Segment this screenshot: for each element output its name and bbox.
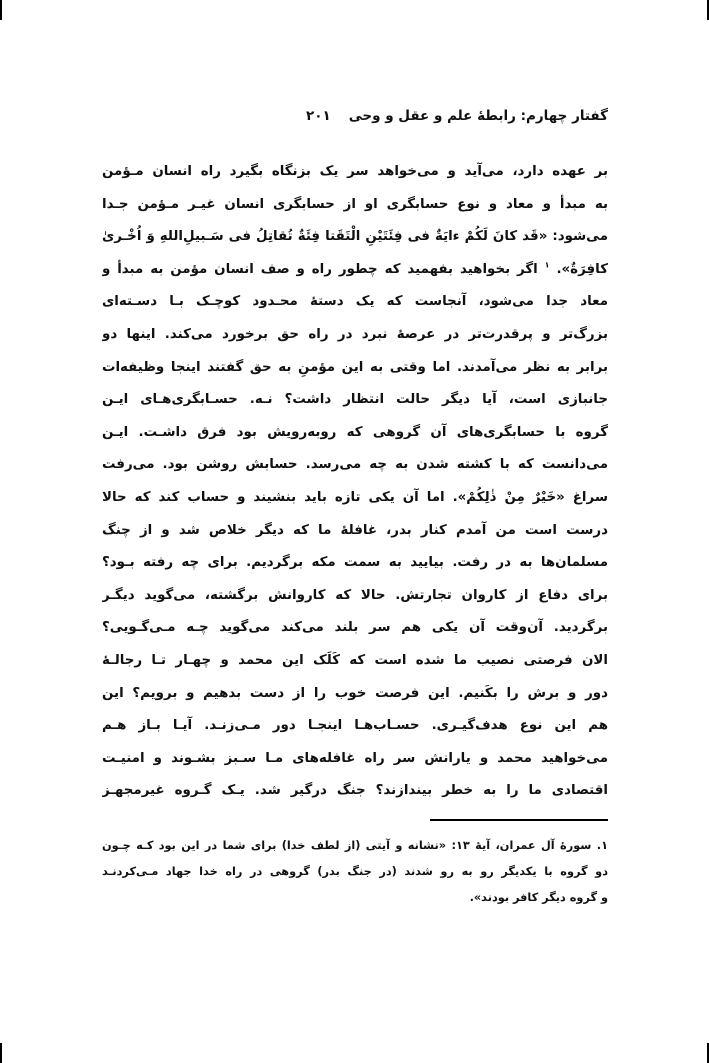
book-page [102, 108, 608, 904]
text-line: درست است من آمدم کنار بدر، غافلهٔ ما که دیگر خلاص شد و از چنگ [102, 522, 608, 538]
text-line: برای دفاع از کاروان تجارتش. حالا که کاروانش برگشته، می‌گوید دیگـر [102, 587, 608, 603]
text-line: الان فرصتی نصیب ما شده است که کَلَک این محمد و چهـار تـا رجالـهٔ [102, 652, 608, 668]
text-line: سراغ «خَیْرٌ مِنْ ذٰلِکُمْ». اما آن یکی تازه باید بنشیند و حساب کند که حالا [102, 489, 608, 505]
text-line: بر عهده دارد، می‌آید و می‌خواهد سر یک بزنگاه بگیرد راه انسان مـؤمن [102, 164, 608, 179]
text-line: می‌شود: «قَد کانَ لَکُمْ ءایَةٌ فی فِئَتَیْنِ الْتَقَتا فِئَةٌ تُقاتِلُ فی سَـبیلِ‌اللهِ وَ اُخْـریٰ [102, 229, 608, 245]
footnote-line: و گروه دیگر کافر بودند». [469, 891, 608, 904]
text-line: می‌خواهید محمد و یارانش سر راه غافله‌های مـا سـبز بشـوند و امنیـت [102, 750, 608, 766]
footnote-line: دو گروه با یکدیگر رو به رو شدند (در جنگ بدر) گروهی در راه خدا جهاد مـی‌کردنـد [102, 865, 608, 878]
text-line: هم این نوع هدف‌گیـری. حسـاب‌هـا اینجـا دور مـی‌زنـد. آیـا بـاز هـم [102, 718, 608, 734]
text-line: مسلمان‌ها به در رفت. بیایید به سمت مکه برگردیم. برای چه رفته بـود؟ [102, 555, 608, 571]
text-line: گروه با حسابگری‌های آن گروهی که روبه‌رویش بود فرق داشـت. ایـن [102, 424, 608, 440]
footnote-separator [430, 819, 608, 821]
body-text [102, 156, 608, 808]
text-line: معاد جدا می‌شود، آنجاست که یک دستهٔ محـدود کوچـک بـا دسـته‌ای [102, 294, 608, 310]
text-line: برابر به نظر می‌آمدند. اما وقتی به این مؤمنِ به حق گفتند اینجا وظیفه‌ات [102, 359, 608, 375]
quran-verse-end: کافِرَةٌ». [556, 261, 608, 277]
text-line-tail: اگر بخواهید بفهمید که چطور راه و صف انسان مؤمن به مبدأ و [102, 261, 538, 277]
crop-mark-top-left [0, 0, 2, 20]
crop-mark-bottom-right [707, 1043, 709, 1063]
footnotes [102, 833, 608, 911]
text-line: جانبازی است، آیا دیگر حالت انتظار داشت؟ نـه. حسـابگری‌هـای ایـن [102, 392, 608, 408]
footnote-marker[interactable]: ۱ [544, 260, 550, 270]
text-line: به مبدأ و معاد و نوع حسابگری او از حسابگری انسان غیـر مـؤمن جـدا [102, 196, 608, 212]
running-head [102, 108, 608, 140]
text-line [102, 254, 608, 287]
text-line: برگردید. آن‌وقت آن یکی هم سر بلند می‌کند می‌گوید چـه مـی‌گـویی؟ [102, 620, 608, 636]
text-line: دور و برش را بکَنیم. این فرصت خوب را از دست بدهیم و برویم؟ این [102, 685, 608, 701]
crop-mark-bottom-left [0, 1043, 2, 1063]
crop-mark-top-right [707, 0, 709, 20]
text-line: بزرگ‌تر و پرقدرت‌تر در عرصهٔ نبرد در راه حق برخورد می‌کند. اینها دو [102, 326, 608, 342]
page-number: ۲۰۱ [305, 108, 331, 124]
chapter-title: گفتار چهارم: رابطهٔ علم و عقل و وحی [348, 108, 608, 124]
footnote-line: ۱. سورهٔ آل عمران، آیهٔ ۱۳: «نشانه و آیتی (از لطف خدا) برای شما در این بود کـه چـون [102, 839, 608, 852]
text-line: اقتصادی ما را به خطر بیندازند؟ جنگ درگیر شد. یـک گـروه غیرمجهـز [102, 783, 608, 799]
text-line: می‌دانست که با کشته شدن به چه می‌رسد. حسابش روشن بود. می‌رفت [102, 457, 608, 473]
